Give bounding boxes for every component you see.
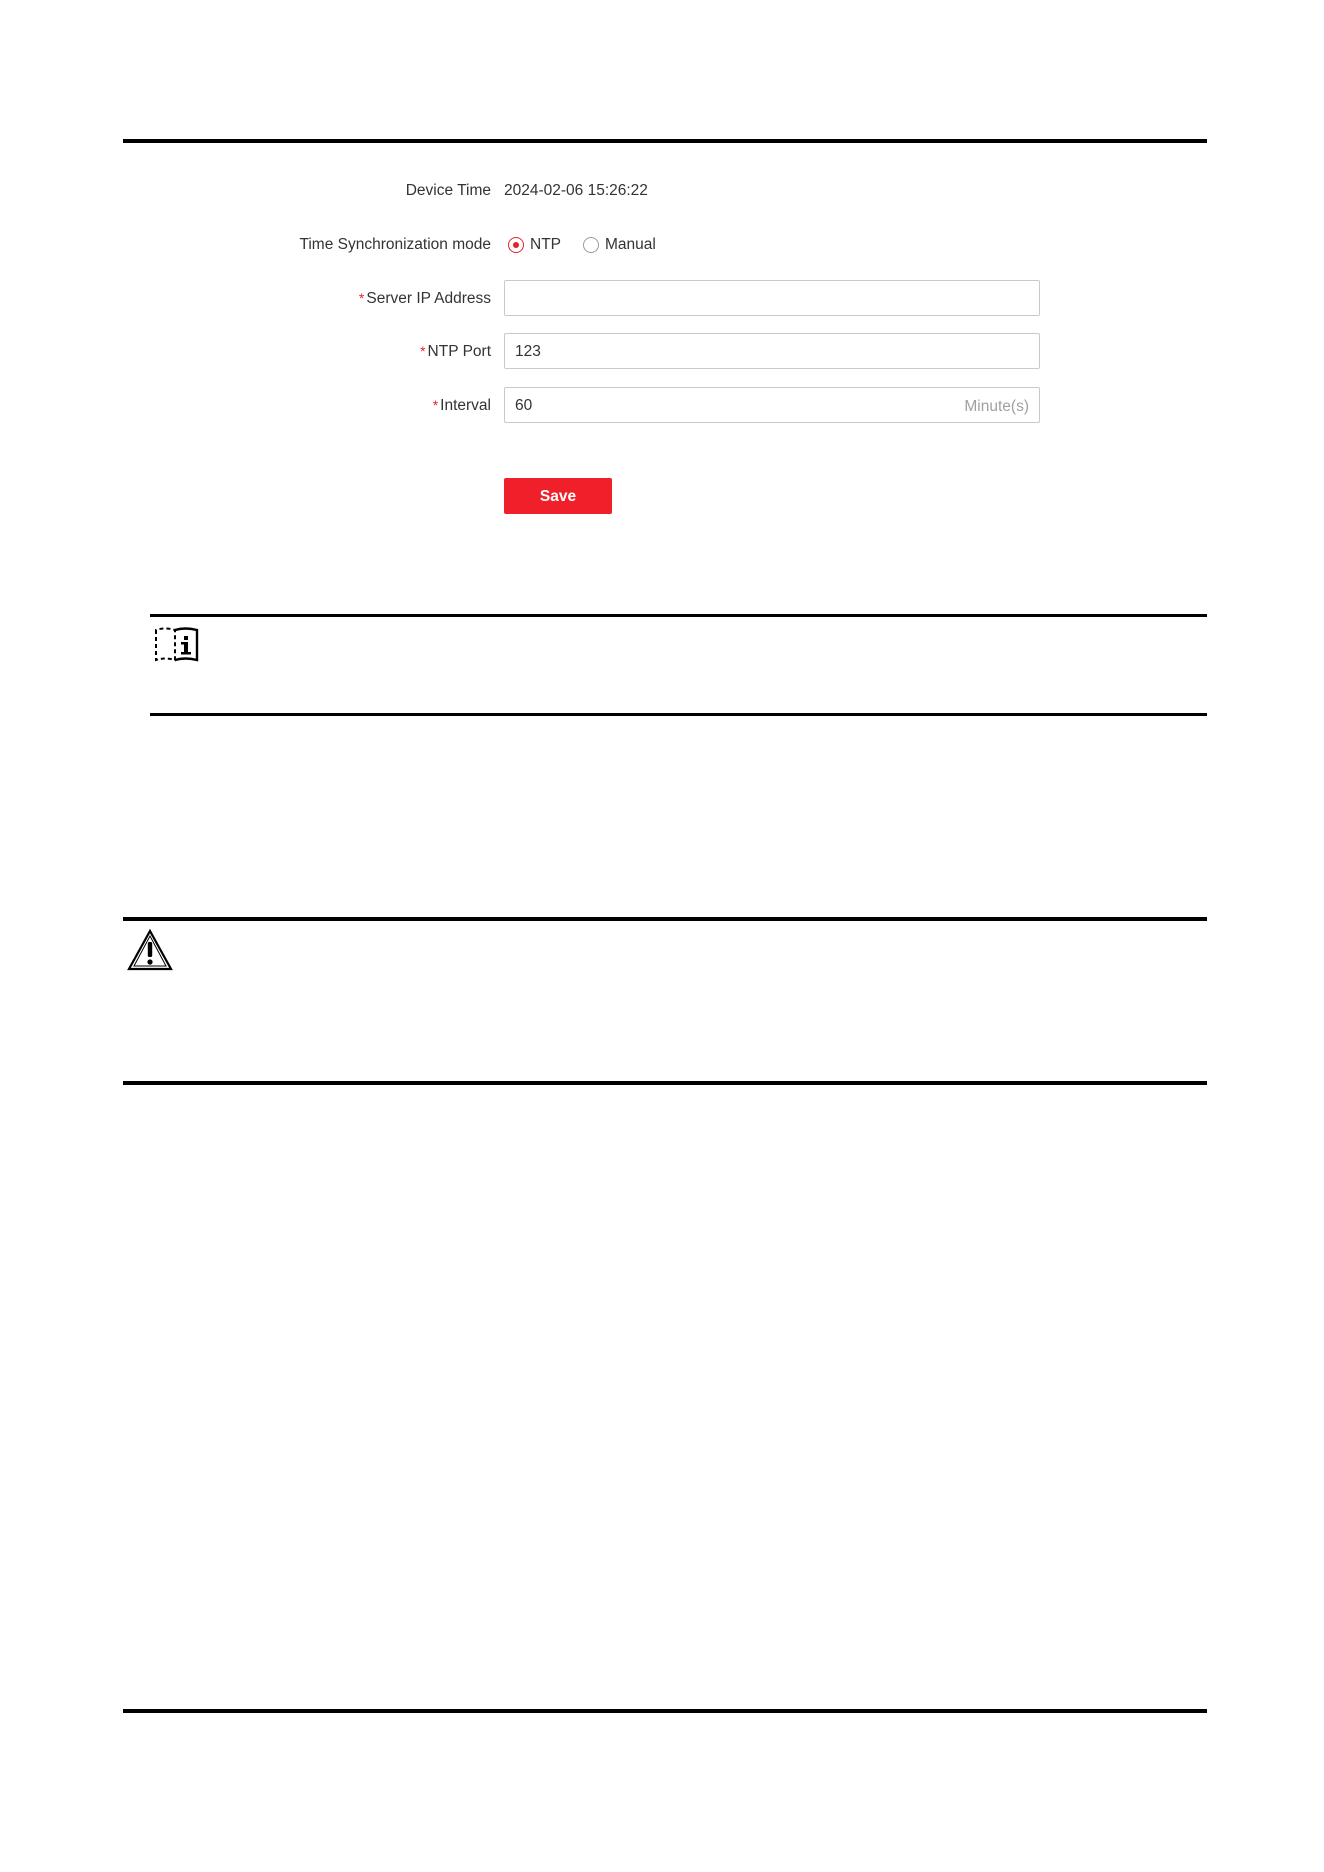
note-top-rule (150, 614, 1207, 617)
ntp-port-label-wrap (420, 333, 491, 369)
ntp-port-label: NTP Port (427, 343, 491, 360)
interval-unit: Minute(s) (964, 398, 1029, 415)
interval-label: Interval (440, 397, 491, 414)
caution-top-rule (123, 917, 1207, 921)
device-time-row (0, 173, 1324, 209)
book-info-icon (153, 627, 201, 665)
interval-value: 60 (515, 397, 533, 414)
server-ip-row (0, 280, 1324, 316)
radio-manual-label: Manual (605, 236, 656, 253)
device-time-label: Device Time (405, 182, 491, 199)
interval-row (0, 387, 1324, 423)
warning-triangle-icon (126, 927, 174, 973)
sync-mode-label: Time Synchronization mode (299, 236, 491, 253)
required-mark: * (432, 397, 439, 413)
save-button[interactable]: Save (504, 478, 612, 514)
note-bottom-rule (150, 713, 1207, 716)
device-time-value: 2024-02-06 15:26:22 (504, 182, 648, 199)
caution-bottom-rule (123, 1081, 1207, 1085)
sync-mode-radio-group (508, 227, 678, 263)
sync-mode-row (0, 227, 1324, 263)
required-mark: * (358, 290, 365, 306)
radio-ntp[interactable] (508, 236, 561, 254)
interval-input[interactable] (504, 387, 1040, 423)
server-ip-input[interactable] (504, 280, 1040, 316)
radio-ntp-label: NTP (530, 236, 561, 253)
interval-label-wrap (433, 387, 491, 423)
ntp-port-input[interactable]: 123 (504, 333, 1040, 369)
radio-ntp-indicator[interactable] (508, 237, 524, 253)
required-mark: * (420, 343, 426, 359)
radio-manual[interactable] (583, 236, 656, 254)
ntp-port-row (0, 333, 1324, 369)
server-ip-label: Server IP Address (366, 290, 491, 307)
header-rule (123, 139, 1207, 143)
server-ip-label-wrap (359, 280, 491, 316)
radio-manual-indicator[interactable] (583, 237, 599, 253)
footer-rule (123, 1709, 1207, 1713)
